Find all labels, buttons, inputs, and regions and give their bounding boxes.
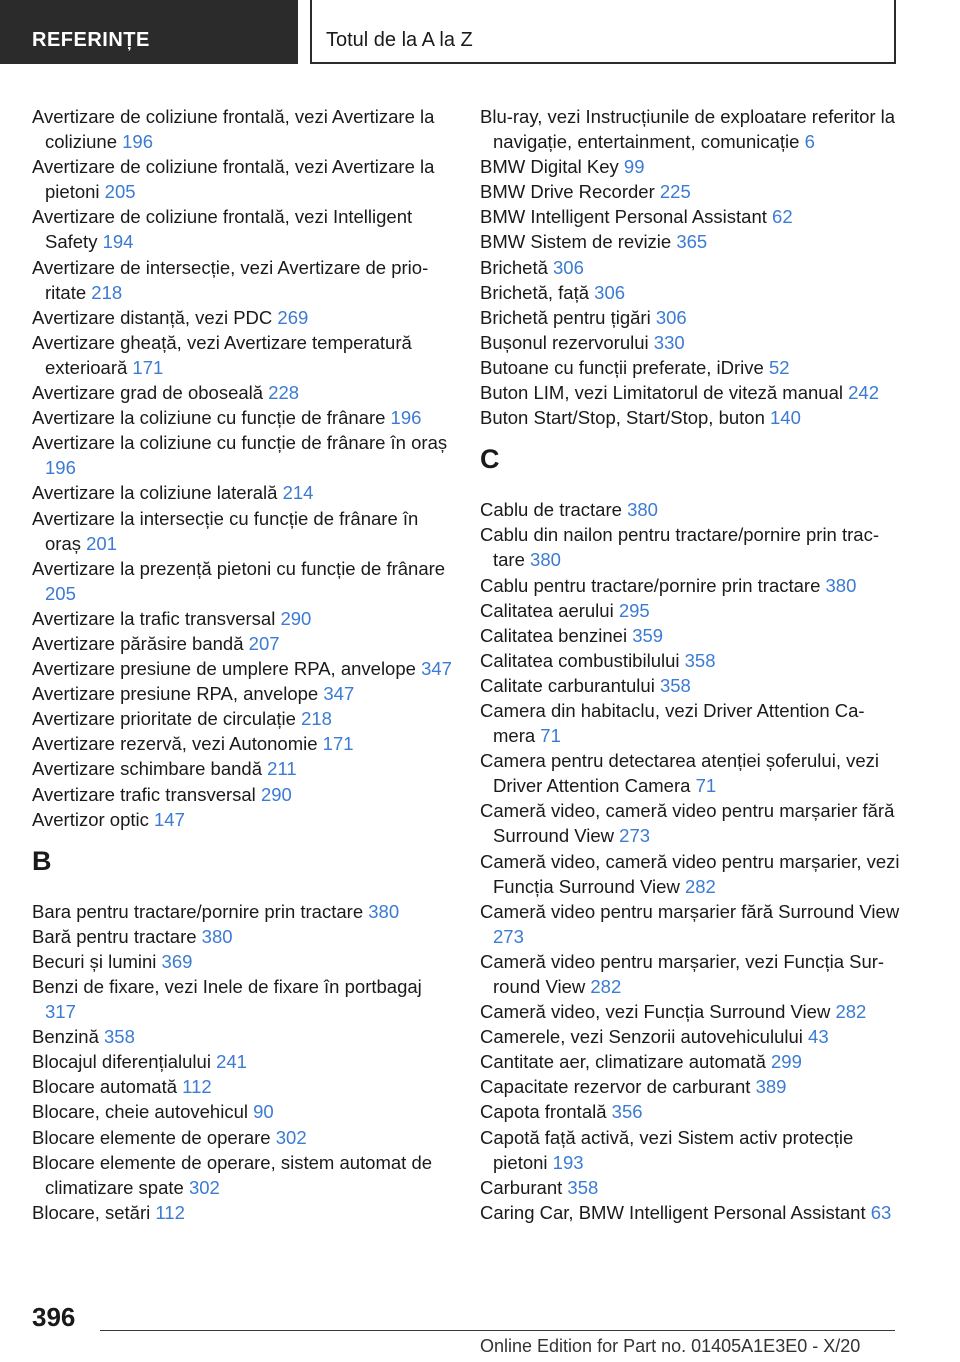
page-link[interactable]: 380 <box>627 499 658 521</box>
index-entry-text: Bara pentru tractare/pornire prin tractare <box>32 900 364 922</box>
index-entry-text: Buton LIM, vezi Limitatorul de viteză manual <box>480 382 843 404</box>
page-link[interactable]: 228 <box>268 382 300 404</box>
index-entry <box>32 656 452 681</box>
page-link[interactable]: 358 <box>684 649 716 671</box>
page-link[interactable]: 359 <box>632 624 664 646</box>
index-letter-heading: B <box>32 845 52 876</box>
index-entry <box>32 1200 452 1225</box>
index-entry <box>480 305 900 330</box>
index-entry <box>32 330 452 380</box>
index-entry <box>480 179 900 204</box>
page-link[interactable]: 207 <box>248 632 280 654</box>
index-entry <box>32 782 452 807</box>
index-entry-text: Blocare automată <box>32 1076 178 1098</box>
index-entry <box>480 405 900 430</box>
index-entry <box>32 204 452 254</box>
index-entry <box>32 807 452 832</box>
page-link[interactable]: 99 <box>623 156 645 178</box>
index-entry <box>480 698 900 748</box>
page-link[interactable]: 365 <box>676 231 708 253</box>
page-link[interactable]: 211 <box>267 758 297 780</box>
page-link[interactable]: 205 <box>104 181 136 203</box>
page-link[interactable]: 140 <box>770 407 801 429</box>
index-entry <box>480 204 900 229</box>
page-link[interactable]: 218 <box>91 281 123 303</box>
index-entry-text: Blocare, cheie autovehicul <box>32 1101 248 1123</box>
page-link[interactable]: 356 <box>611 1101 643 1123</box>
index-entry-text: Camera din habitaclu, vezi Driver Attention Camera <box>480 699 865 747</box>
page-link[interactable]: 290 <box>280 607 312 629</box>
index-entry <box>480 154 900 179</box>
page-link[interactable]: 306 <box>594 281 626 303</box>
index-entry <box>32 430 452 480</box>
index-entry <box>32 104 452 154</box>
page-link[interactable]: 302 <box>275 1126 307 1148</box>
page-link[interactable]: 241 <box>216 1051 247 1073</box>
index-entry-text: Avertizare la coliziune cu funcție de frânare <box>32 407 386 429</box>
index-entry-text: Avertizare rezervă, vezi Autonomie <box>32 733 318 755</box>
index-entry-text: Avertizare la prezență pietoni cu funcție de frânare <box>32 557 446 579</box>
index-entry <box>480 999 900 1024</box>
index-entry <box>32 606 452 631</box>
page-link[interactable]: 196 <box>45 457 76 479</box>
index-entry-text: Blu-ray, vezi Instrucțiunile de exploatare referitor la navigație, entertainment, comunicație <box>480 106 896 153</box>
index-entry-text: Calitate carburantului <box>480 674 655 696</box>
page-link[interactable]: 201 <box>86 532 118 554</box>
page-link[interactable]: 282 <box>835 1001 867 1023</box>
page-link[interactable]: 302 <box>188 1176 220 1198</box>
index-entry-text: Avertizare prioritate de circulație <box>32 708 296 730</box>
index-entry-text: Avertizare la coliziune laterală <box>32 482 278 504</box>
index-entry <box>32 1150 452 1200</box>
page-link[interactable]: 299 <box>771 1051 802 1073</box>
index-entry-text: Avertizare de coliziune frontală, vezi Avertizare la pietoni <box>32 156 435 203</box>
page-link[interactable]: 306 <box>553 256 584 278</box>
page-link[interactable]: 52 <box>768 356 790 378</box>
index-entry <box>480 798 900 848</box>
index-entry-text: Cameră video, cameră video pentru marșarier fără Surround View <box>480 800 895 847</box>
index-entry <box>32 1074 452 1099</box>
index-entry-text: Avertizare schimbare bandă <box>32 758 263 780</box>
page-link[interactable]: 330 <box>653 331 685 353</box>
index-entry <box>480 899 900 949</box>
index-column-right <box>480 104 900 1225</box>
index-entry <box>32 631 452 656</box>
index-entry <box>480 673 900 698</box>
index-entry-text: Camerele, vezi Senzorii autovehiculului <box>480 1026 803 1048</box>
index-entry-text: Capotă față activă, vezi Sistem activ protecție pietoni <box>480 1126 854 1173</box>
page-link[interactable]: 369 <box>161 950 193 972</box>
index-entry <box>32 731 452 756</box>
page-header <box>0 0 960 66</box>
page-link[interactable]: 295 <box>618 599 650 621</box>
index-entry <box>32 506 452 556</box>
page-link[interactable]: 214 <box>282 482 314 504</box>
index-entry-text: Becuri și lumini <box>32 950 157 972</box>
page-link[interactable]: 347 <box>323 683 355 705</box>
index-entry <box>32 1099 452 1124</box>
index-entry-text: Caring Car, BMW Intelligent Personal Assistant <box>480 1201 866 1223</box>
index-entry <box>480 1099 900 1124</box>
page-link[interactable]: 6 <box>804 131 815 153</box>
index-entry-text: BMW Sistem de revizie <box>480 231 672 253</box>
page-link[interactable]: 112 <box>155 1201 185 1223</box>
index-entry-text: Cablu pentru tractare/pornire prin tractare <box>480 574 821 596</box>
page-link[interactable]: 43 <box>808 1026 829 1048</box>
page-link[interactable]: 205 <box>45 582 76 604</box>
page-link[interactable]: 269 <box>277 306 309 328</box>
index-entry-text: Avertizare presiune de umplere RPA, anvelope <box>32 658 416 680</box>
page-link[interactable]: 196 <box>122 131 154 153</box>
page-link[interactable]: 282 <box>590 976 622 997</box>
index-list-b-cont <box>480 104 900 430</box>
index-list-c <box>480 497 900 1225</box>
index-entry-text: Blocare, setări <box>32 1201 151 1223</box>
page-link[interactable]: 290 <box>260 783 292 805</box>
index-entry <box>480 1200 900 1225</box>
index-entry <box>480 1049 900 1074</box>
index-entry <box>32 1024 452 1049</box>
page-link[interactable]: 380 <box>825 574 857 596</box>
index-entry-text: Avertizare grad de oboseală <box>32 382 264 404</box>
page-link[interactable]: 194 <box>102 231 134 253</box>
index-entry <box>480 280 900 305</box>
index-entry <box>480 1074 900 1099</box>
page-link[interactable]: 282 <box>684 875 716 897</box>
page-link[interactable]: 317 <box>45 1001 76 1023</box>
page-link[interactable]: 63 <box>870 1201 892 1223</box>
page-link[interactable]: 225 <box>659 181 691 203</box>
chapter-title: Totul de la A la Z <box>310 0 896 64</box>
index-entry-text: Cameră video pentru marșarier fără Surround View <box>480 900 900 922</box>
index-entry <box>480 355 900 380</box>
page-link[interactable]: 380 <box>201 925 233 947</box>
index-list-a <box>32 104 452 832</box>
page-link[interactable]: 193 <box>552 1151 584 1173</box>
index-list-b <box>32 899 452 1225</box>
index-entry-text: Cablu din nailon pentru tractare/pornire prin tractare <box>480 524 879 571</box>
index-entry-text: Carburant <box>480 1176 563 1198</box>
index-entry-text: Capacitate rezervor de carburant <box>480 1076 751 1098</box>
index-entry-text: Cablu de tractare <box>480 499 622 521</box>
page-link[interactable]: 171 <box>132 356 164 378</box>
index-entry-text: Avertizor optic <box>32 808 149 830</box>
page-link[interactable]: 242 <box>848 382 879 404</box>
index-entry-text: Avertizare gheață, vezi Avertizare temperatură exterioară <box>32 331 412 378</box>
index-entry-text: Avertizare de coliziune frontală, vezi Avertizare la coliziune <box>32 106 435 153</box>
page-link[interactable]: 358 <box>567 1176 599 1198</box>
index-entry-text: Bară pentru tractare <box>32 925 197 947</box>
index-entry <box>480 104 900 154</box>
index-entry-text: Cameră video pentru marșarier, vezi Funcția Surround View <box>480 950 885 997</box>
index-entry <box>480 1125 900 1175</box>
index-entry-text: Blocare elemente de operare, sistem automat de climatizare spate <box>32 1151 433 1198</box>
page-link[interactable]: 218 <box>301 708 332 730</box>
index-entry <box>32 706 452 731</box>
index-entry <box>480 330 900 355</box>
index-entry <box>32 949 452 974</box>
index-entry <box>32 899 452 924</box>
index-entry-text: BMW Intelligent Personal Assistant <box>480 206 767 228</box>
index-entry <box>480 380 900 405</box>
page-link[interactable]: 71 <box>695 775 717 797</box>
index-entry <box>480 229 900 254</box>
index-entry-text: Benzină <box>32 1026 99 1048</box>
index-entry <box>32 405 452 430</box>
index-entry-text: Avertizare distanță, vezi PDC <box>32 306 273 328</box>
index-entry <box>480 1024 900 1049</box>
index-entry-text: Benzi de fixare, vezi Inele de fixare în portbagaj <box>32 976 422 997</box>
index-entry-text: Camera pentru detectarea atenției șoferului, vezi Driver Attention Camera <box>480 750 879 797</box>
index-entry <box>480 748 900 798</box>
index-entry-text: Avertizare la coliziune cu funcție de frânare în oraș <box>32 432 448 454</box>
page-link[interactable]: 147 <box>154 808 185 830</box>
index-entry <box>480 1175 900 1200</box>
index-entry <box>32 974 452 1024</box>
index-entry-text: Avertizare de intersecție, vezi Avertizare de prioritate <box>32 256 429 303</box>
index-entry <box>32 154 452 204</box>
page-link[interactable]: 389 <box>755 1076 787 1098</box>
page-link[interactable]: 196 <box>390 407 422 429</box>
index-column-left <box>32 104 452 1225</box>
page-link[interactable]: 358 <box>104 1026 135 1048</box>
index-entry <box>480 255 900 280</box>
index-entry <box>32 480 452 505</box>
index-entry-text: Blocare elemente de operare <box>32 1126 271 1148</box>
index-entry <box>32 756 452 781</box>
index-entry <box>480 522 900 572</box>
index-entry-text: Brichetă pentru țigări <box>480 306 651 328</box>
index-entry-text: BMW Digital Key <box>480 156 619 178</box>
index-letter-heading: C <box>480 444 500 475</box>
index-entry-text: Calitatea combustibilului <box>480 649 680 671</box>
page-link[interactable]: 62 <box>772 206 793 228</box>
page-link[interactable]: 306 <box>655 306 687 328</box>
index-entry <box>32 556 452 606</box>
index-entry-text: BMW Drive Recorder <box>480 181 655 203</box>
index-entry <box>32 380 452 405</box>
index-entry <box>480 849 900 899</box>
index-entry-text: Capota frontală <box>480 1101 607 1123</box>
footer-edition: Online Edition for Part no. 01405A1E3E0 - X/20 <box>480 1336 861 1356</box>
index-entry <box>32 1125 452 1150</box>
index-entry <box>480 648 900 673</box>
index-entry-text: Avertizare presiune RPA, anvelope <box>32 683 319 705</box>
index-entry <box>32 924 452 949</box>
index-entry <box>32 681 452 706</box>
index-entry-text: Bușonul rezervorului <box>480 331 649 353</box>
index-entry-text: Avertizare la trafic transversal <box>32 607 276 629</box>
index-entry-text: Avertizare părăsire bandă <box>32 632 244 654</box>
index-entry <box>480 949 900 999</box>
page-link[interactable]: 358 <box>659 674 691 696</box>
index-entry-text: Cantitate aer, climatizare automată <box>480 1051 766 1073</box>
index-entry-text: Avertizare de coliziune frontală, vezi Intelligent Safety <box>32 206 413 253</box>
page-link[interactable]: 273 <box>493 925 524 947</box>
index-entry-text: Brichetă <box>480 256 548 278</box>
footer-divider <box>100 1330 895 1331</box>
index-entry-text: Avertizare la intersecție cu funcție de frânare în oraș <box>32 507 419 554</box>
index-entry-text: Blocajul diferențialului <box>32 1051 211 1073</box>
index-entry <box>480 598 900 623</box>
index-entry-text: Cameră video, cameră video pentru marșarier, vezi Funcția Surround View <box>480 850 900 897</box>
section-tab: REFERINȚE <box>0 0 298 64</box>
index-entry-text: Buton Start/Stop, Start/Stop, buton <box>480 407 765 429</box>
page-link[interactable]: 273 <box>619 825 651 847</box>
index-entry <box>32 255 452 305</box>
page-link[interactable]: 380 <box>368 900 400 922</box>
index-entry-text: Calitatea aerului <box>480 599 614 621</box>
index-entry <box>32 305 452 330</box>
index-entry-text: Cameră video, vezi Funcția Surround View <box>480 1001 831 1023</box>
page-link[interactable]: 347 <box>421 658 452 680</box>
page-link[interactable]: 112 <box>182 1076 212 1098</box>
page-link[interactable]: 380 <box>530 549 561 571</box>
page-link[interactable]: 90 <box>253 1101 274 1123</box>
index-entry <box>480 623 900 648</box>
index-entry <box>480 497 900 522</box>
index-entry-text: Avertizare trafic transversal <box>32 783 256 805</box>
index-entry-text: Butoane cu funcții preferate, iDrive <box>480 356 764 378</box>
index-entry-text: Calitatea benzinei <box>480 624 628 646</box>
index-entry-text: Brichetă, față <box>480 281 590 303</box>
index-entry <box>480 573 900 598</box>
page-link[interactable]: 71 <box>540 725 561 747</box>
page-number: 396 <box>32 1302 76 1332</box>
index-entry <box>32 1049 452 1074</box>
page-link[interactable]: 171 <box>322 733 354 755</box>
